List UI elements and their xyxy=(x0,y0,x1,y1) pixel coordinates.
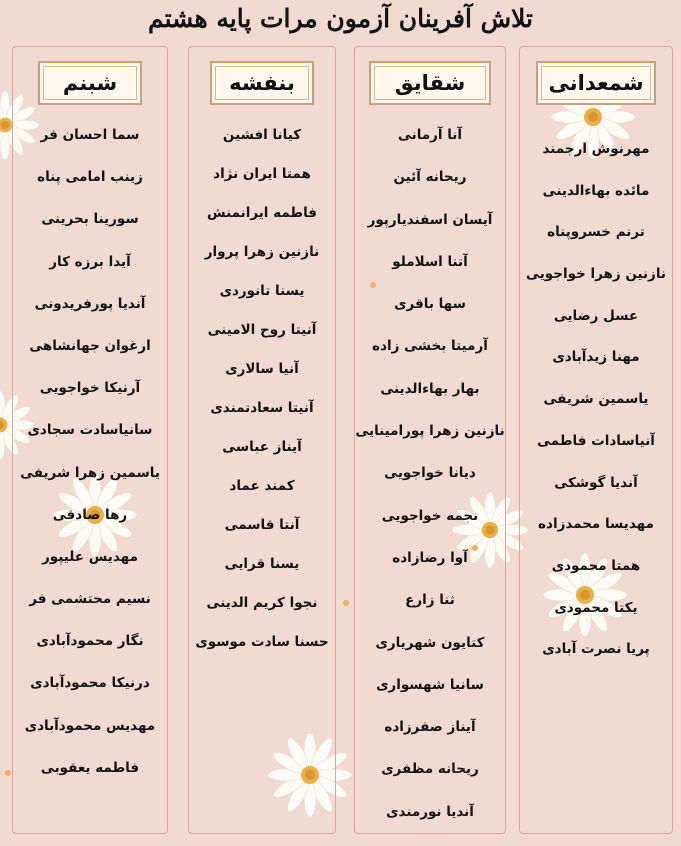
student-name: عسل رضایی xyxy=(553,307,639,324)
student-name: کتایون شهریاری xyxy=(375,634,485,651)
student-name: آنیا سالاری xyxy=(225,361,299,377)
class-column-banafsheh xyxy=(188,46,336,834)
class-header: شقایق xyxy=(369,61,491,105)
student-name: آیدا برزه کار xyxy=(49,253,131,270)
student-name: آیناز صفرزاده xyxy=(384,719,476,736)
student-name: یکتا محمودی xyxy=(554,599,638,616)
student-name: فاطمه ایرانمنش xyxy=(207,205,317,221)
student-name: آرنیکا خواجویی xyxy=(39,380,141,397)
student-name: مهنا زیدآبادی xyxy=(552,349,640,366)
student-name: نازنین زهرا پورامینایی xyxy=(355,423,505,440)
student-name: آیسان اسفندیارپور xyxy=(367,211,493,228)
student-name: فاطمه یعقوبی xyxy=(40,759,140,776)
student-name: ارغوان جهانشاهی xyxy=(29,337,151,354)
student-name: همتا ایران نژاد xyxy=(213,166,311,182)
student-name: آنا آرمانی xyxy=(397,127,463,143)
student-name: پریا نصرت آبادی xyxy=(542,641,650,658)
student-list xyxy=(520,141,672,683)
student-list xyxy=(355,127,505,846)
student-name: حسنا سادت موسوی xyxy=(195,634,329,650)
student-name: مهرنوش ارجمند xyxy=(542,141,650,157)
student-name: مهدیس محمودآبادی xyxy=(24,717,156,734)
student-name: یسنا تانوردی xyxy=(219,283,305,299)
student-name: سانیا شهسواری xyxy=(376,676,484,693)
dot-decoration xyxy=(5,770,11,776)
student-name: آنیاسادات فاطمی xyxy=(537,432,655,449)
class-header: بنفشه xyxy=(210,61,314,105)
page-title: تلاش آفرینان آزمون مرات پایه هشتم xyxy=(147,4,534,33)
dot-decoration xyxy=(343,600,349,606)
student-name: همتا محمودی xyxy=(551,557,641,574)
student-name: یاسمین شریفی xyxy=(543,391,649,408)
student-name: آندیا گوشکی xyxy=(554,474,638,491)
student-name: یسنا قرایی xyxy=(224,556,300,572)
student-name: سما احسان فر xyxy=(40,127,140,143)
student-name: آنیتا روح الامینی xyxy=(207,322,317,338)
class-column-shamdani xyxy=(519,46,673,834)
student-name: سورینا بحرینی xyxy=(41,211,139,228)
student-name: نازنین زهرا خواجویی xyxy=(526,266,666,283)
student-list xyxy=(13,127,167,802)
student-name: آتنا اسلاملو xyxy=(392,253,468,270)
class-header: شبنم xyxy=(38,61,142,105)
student-name: نازنین زهرا پروار xyxy=(204,244,320,260)
student-name: آندیا پورفریدونی xyxy=(34,295,146,312)
student-name: کیانا افشین xyxy=(222,127,302,143)
student-name: نجوا کریم الدینی xyxy=(206,595,318,611)
student-name: نجمه خواجویی xyxy=(381,507,479,524)
student-name: سها باقری xyxy=(394,296,466,313)
student-name: آوا رضازاده xyxy=(392,549,468,566)
class-column-shabnam xyxy=(12,46,168,834)
student-name: یاسمین زهرا شریفی xyxy=(20,464,160,481)
student-name: ریحانه مظفری xyxy=(381,761,479,778)
student-name: نگار محمودآبادی xyxy=(36,633,144,650)
student-name: زینب امامی پناه xyxy=(37,169,143,186)
student-name: رها صادقی xyxy=(52,506,128,523)
student-name: دیانا خواجویی xyxy=(384,465,476,482)
student-list xyxy=(189,127,335,673)
student-name: مائده بهاءالدینی xyxy=(542,182,650,199)
student-name: نسیم محتشمی فر xyxy=(29,591,151,608)
student-name: ثنا زارع xyxy=(405,592,455,609)
student-name: سانیاسادت سجادی xyxy=(27,422,153,439)
student-name: ترنم خسروپناه xyxy=(547,224,645,241)
class-column-shaghayegh xyxy=(354,46,506,834)
student-name: درنیکا محمودآبادی xyxy=(30,675,150,692)
student-name: آرمیتا بخشی زاده xyxy=(372,338,488,355)
student-name: مهدیس علیپور xyxy=(42,548,138,565)
class-header: شمعدانی xyxy=(536,61,656,105)
student-name: مهدیسا محمدزاده xyxy=(538,516,654,533)
student-name: آیناز عباسی xyxy=(222,439,302,455)
student-name: کمند عماد xyxy=(229,478,295,494)
student-name: بهار بهاءالدینی xyxy=(380,380,480,397)
student-name: آندیا نورمندی xyxy=(386,803,474,820)
student-name: ریحانه آئین xyxy=(393,169,467,186)
student-name: آنیتا سعادتمندی xyxy=(210,400,314,416)
student-name: آنتا قاسمی xyxy=(224,517,300,533)
